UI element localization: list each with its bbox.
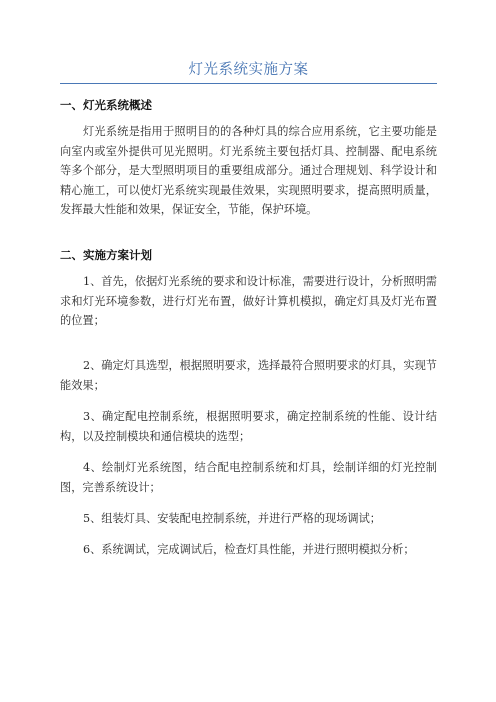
title-divider <box>60 83 437 84</box>
plan-step-3: 3、确定配电控制系统，根据照明要求，确定控制系统的性能、设计结构，以及控制模块和通信模块的选型； <box>60 410 437 443</box>
plan-step-4: 4、绘制灯光系统图，结合配电控制系统和灯具，绘制详细的灯光控制图，完善系统设计； <box>60 461 437 494</box>
plan-step-5: 5、组装灯具、安装配电控制系统，并进行严格的现场调试； <box>83 512 381 525</box>
plan-step-6: 6、系统调试，完成调试后，检查灯具性能，并进行照明模拟分析； <box>83 543 415 556</box>
plan-step-2: 2、确定灯具选型，根据照明要求，选择最符合照明要求的灯具，实现节能效果； <box>60 359 437 392</box>
section-heading-overview: 一、灯光系统概述 <box>60 98 152 112</box>
section-heading-plan: 二、实施方案计划 <box>60 248 152 262</box>
overview-paragraph: 灯光系统是指用于照明目的的各种灯具的综合应用系统，它主要功能是向室内或室外提供可见光照明。灯光系统主要包括灯具、控制器、配电系统等多个部分，是大型照明项目的重要组成部分。通过合理规划、科学设计和精心施工，可以使灯光系统实现最佳效果，实现照明要求，提高照明质量，发挥最大性能和效果，保证安全，节能，保护环境。 <box>60 125 437 217</box>
plan-step-1: 1、首先，依据灯光系统的要求和设计标准，需要进行设计，分析照明需求和灯光环境参数，进行灯光布置，做好计算机模拟，确定灯具及灯光布置的位置； <box>60 275 437 328</box>
document-title: 灯光系统实施方案 <box>188 62 309 78</box>
